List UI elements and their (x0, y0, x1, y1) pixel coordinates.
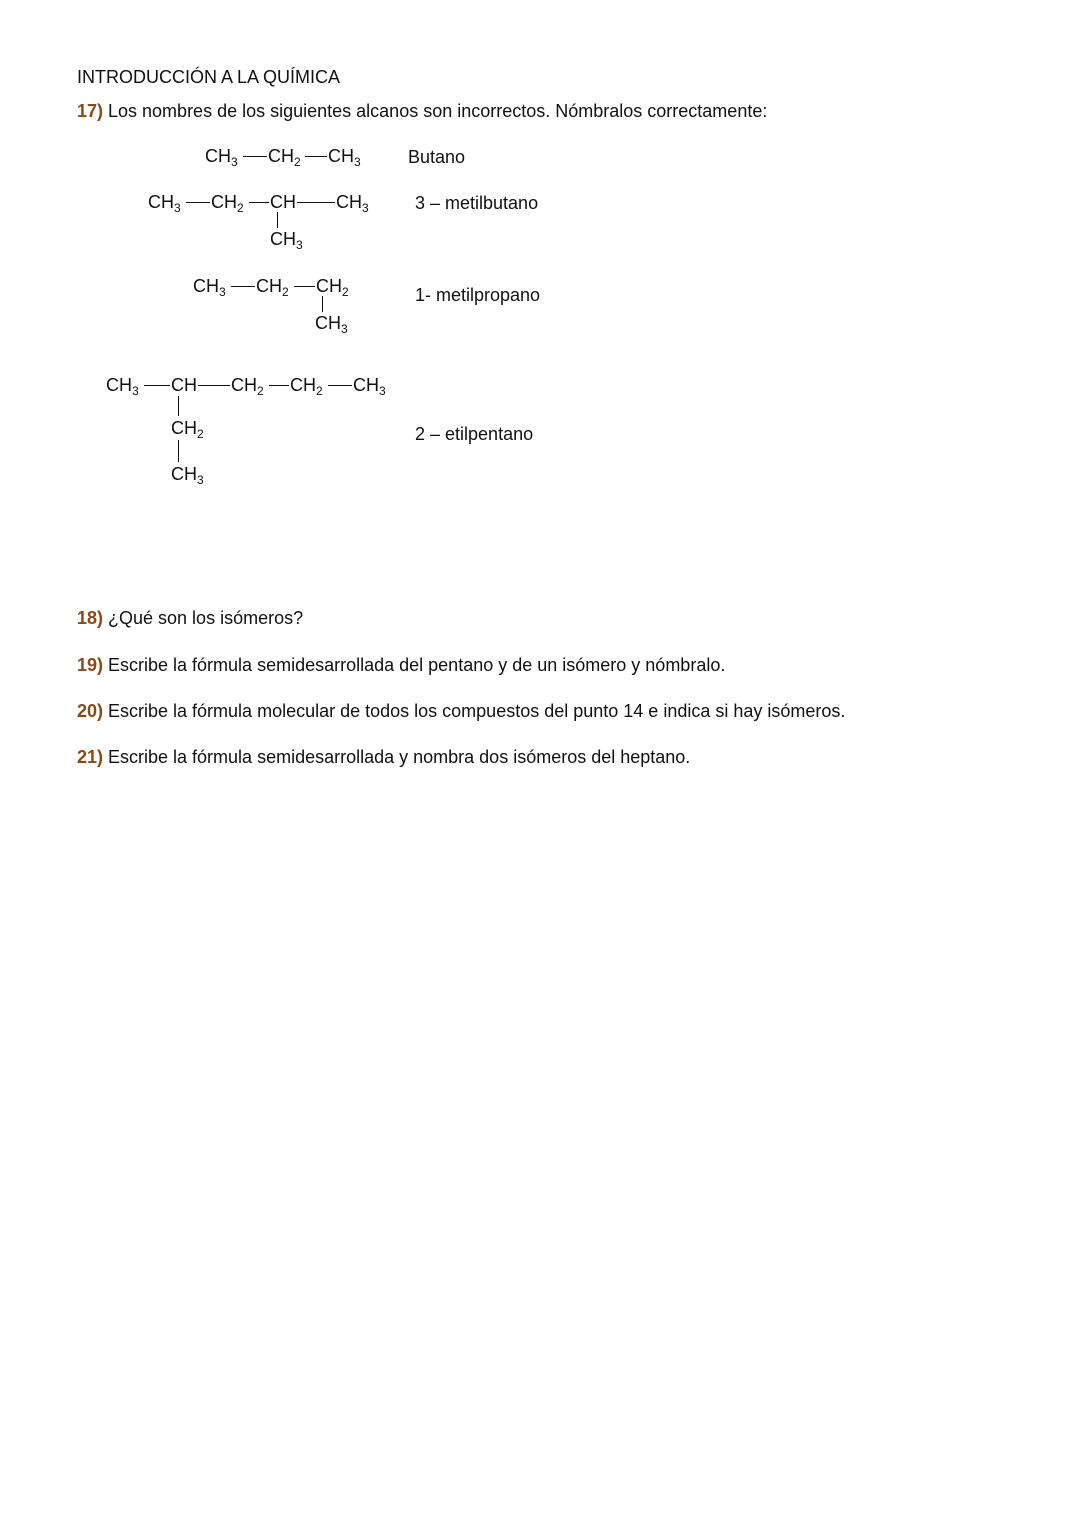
compound-label-2: 3 – metilbutano (415, 193, 539, 213)
bond (305, 156, 327, 157)
bond (297, 202, 335, 203)
group-ch3: $CH_3$ (106, 375, 139, 398)
bond (277, 212, 278, 228)
compound-label-1: Butano (408, 147, 466, 167)
group-ch3: $CH_3$ (336, 192, 369, 215)
group-ch2: $CH_2$ (171, 418, 204, 441)
question-text: ¿Qué son los isómeros? (103, 608, 304, 628)
group-ch3: $CH_3$ (205, 146, 238, 169)
bond (294, 286, 315, 287)
group-ch3: $CH_3$ (193, 276, 226, 299)
group-ch3: $CH_3$ (171, 464, 204, 487)
group-ch2: $CH_2$ (268, 146, 301, 169)
group-ch3: $CH_3$ (353, 375, 386, 398)
group-ch3: $CH_3$ (328, 146, 361, 169)
group-ch2: $CH_2$ (316, 276, 349, 299)
group-ch2: $CH_2$ (231, 375, 264, 398)
question-number: 19) (77, 655, 104, 675)
bond (269, 385, 289, 386)
bond (198, 385, 230, 386)
group-ch2: $CH_2$ (256, 276, 289, 299)
bond (322, 296, 323, 312)
bond (231, 286, 255, 287)
question-21 (77, 746, 690, 768)
question-number: 17) (77, 101, 104, 121)
question-text: Escribe la fórmula semidesarrollada y nombra dos isómeros del heptano. (103, 747, 691, 767)
group-ch3: $CH_3$ (270, 229, 303, 252)
question-18 (77, 607, 303, 629)
question-text: Escribe la fórmula molecular de todos los compuestos del punto 14 e indica si hay isómeros. (103, 701, 846, 721)
compound-label-3: 1- metilpropano (415, 285, 541, 305)
bond (178, 396, 179, 416)
question-number: 18) (77, 608, 104, 628)
bond (243, 156, 267, 157)
bond (178, 440, 179, 462)
group-ch2: $CH_2$ (290, 375, 323, 398)
question-number: 20) (77, 701, 104, 721)
question-text: Los nombres de los siguientes alcanos son incorrectos. Nómbralos correctamente: (103, 101, 768, 121)
compound-label-4: 2 – etilpentano (415, 424, 534, 444)
question-number: 21) (77, 747, 104, 767)
group-ch2: $CH_2$ (211, 192, 244, 215)
question-19 (77, 654, 725, 676)
bond (328, 385, 352, 386)
page-title: INTRODUCCIÓN A LA QUÍMICA (77, 67, 341, 87)
group-ch: CH (270, 192, 296, 212)
group-ch: CH (171, 375, 197, 395)
bond (249, 202, 269, 203)
question-17 (77, 100, 767, 122)
group-ch3: $CH_3$ (315, 313, 348, 336)
question-text: Escribe la fórmula semidesarrollada del pentano y de un isómero y nómbralo. (103, 655, 726, 675)
bond (144, 385, 170, 386)
question-20 (77, 700, 845, 722)
bond (186, 202, 210, 203)
group-ch3: $CH_3$ (148, 192, 181, 215)
